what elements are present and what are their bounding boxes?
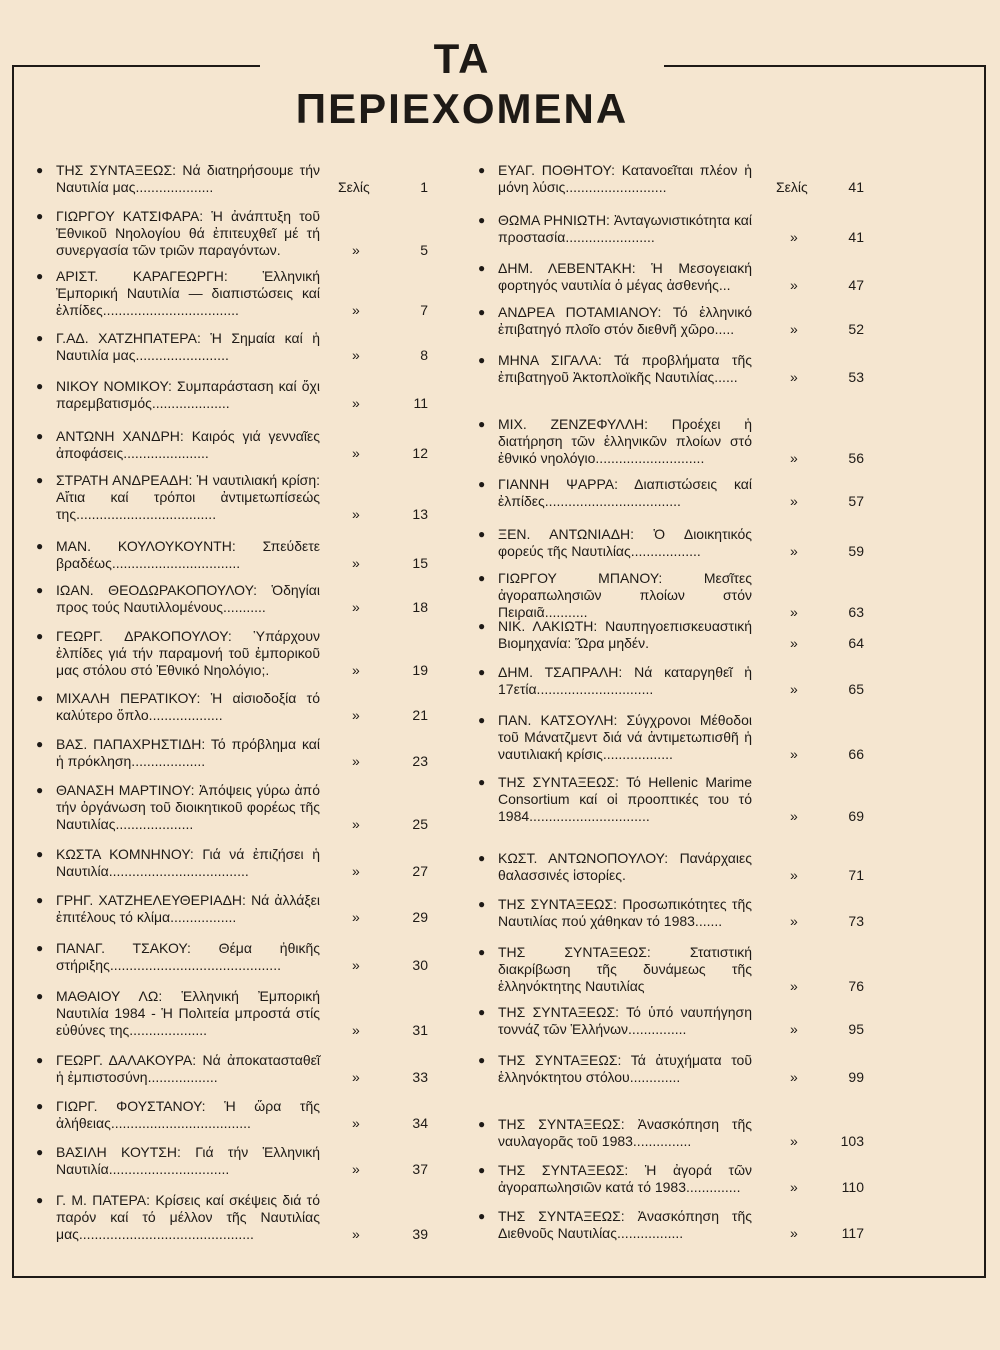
- toc-entry[interactable]: [36, 846, 448, 880]
- entry-page: 56: [848, 450, 864, 466]
- entry-page: 71: [848, 867, 864, 883]
- ditto-mark: »: [790, 493, 798, 509]
- bullet-icon: ●: [36, 691, 44, 705]
- toc-entry[interactable]: [36, 690, 448, 724]
- ditto-mark: »: [352, 753, 360, 769]
- entry-page: 7: [420, 302, 428, 318]
- ditto-mark: »: [790, 1133, 798, 1149]
- entry-text: ΝΙΚΟΥ ΝΟΜΙΚΟΥ: Συμπαράσταση καί ὄχι παρεμβατισμός....................: [56, 378, 320, 411]
- entry-text: ΤΗΣ ΣΥΝΤΑΞΕΩΣ: Ἀνασκόπηση τῆς ναυλαγορᾶς τοῦ 1983...............: [498, 1116, 752, 1149]
- bullet-icon: ●: [478, 1209, 486, 1223]
- ditto-mark: »: [352, 1069, 360, 1085]
- bullet-icon: ●: [36, 783, 44, 797]
- bullet-icon: ●: [478, 665, 486, 679]
- toc-entry[interactable]: [478, 1208, 878, 1242]
- toc-entry[interactable]: [36, 736, 448, 770]
- bullet-icon: ●: [478, 1163, 486, 1177]
- bullet-icon: ●: [36, 737, 44, 751]
- entry-text: ΤΗΣ ΣΥΝΤΑΞΕΩΣ: Ἡ ἀγορά τῶν ἀγοραπωλησιῶν κατά τό 1983..............: [498, 1162, 752, 1195]
- entry-text: ΔΗΜ. ΛΕΒΕΝΤΑΚΗ: Ἡ Μεσογειακή φορτηγός ναυτιλία ὁ μέγας ἀσθενής...: [498, 260, 752, 293]
- entry-text: ΓΙΩΡΓΟΥ ΜΠΑΝΟΥ: Μεσῖτες ἀγοραπωλησιῶν πλοίων στόν Πειραιᾶ...........: [498, 570, 752, 620]
- entry-page: 18: [412, 599, 428, 615]
- entry-text: ΑΝΤΩΝΗ ΧΑΝΔΡΗ: Καιρός γιά γενναῖες ἀποφάσεις......................: [56, 428, 320, 461]
- bullet-icon: ●: [36, 331, 44, 345]
- toc-entry[interactable]: [36, 782, 448, 833]
- page-title: ΤΑ ΠΕΡΙΕΧΟΜΕΝΑ: [295, 35, 629, 132]
- ditto-mark: »: [790, 1225, 798, 1241]
- ditto-mark: »: [352, 599, 360, 615]
- entry-page: 52: [848, 321, 864, 337]
- bullet-icon: ●: [478, 527, 486, 541]
- toc-entry[interactable]: [36, 162, 448, 196]
- toc-entry[interactable]: [478, 352, 878, 386]
- bullet-icon: ●: [36, 473, 44, 487]
- ditto-mark: »: [352, 302, 360, 318]
- entry-page: 21: [412, 707, 428, 723]
- entry-page: 13: [412, 506, 428, 522]
- entry-text: ΓΡΗΓ. ΧΑΤΖΗΕΛΕΥΘΕΡΙΑΔΗ: Νά ἀλλάξει ἐπιτέλους τό κλίμα.................: [56, 892, 320, 925]
- entry-text: ΜΑΘΑΙΟΥ ΛΩ: Ἑλληνική Ἐμπορική Ναυτιλία 1984 - Ἡ Πολιτεία μπροστά στίς εὐθύνες της....................: [56, 988, 320, 1038]
- ditto-mark: »: [790, 321, 798, 337]
- ditto-mark: »: [352, 662, 360, 678]
- entry-page: 33: [412, 1069, 428, 1085]
- entry-text: ΤΗΣ ΣΥΝΤΑΞΕΩΣ: Τά ἀτυχήματα τοῦ ἑλληνόκτητου στόλου.............: [498, 1052, 752, 1085]
- bullet-icon: ●: [36, 847, 44, 861]
- bullet-icon: ●: [36, 583, 44, 597]
- entry-text: ΠΑΝ. ΚΑΤΣΟΥΛΗ: Σύγχρονοι Μέθοδοι τοῦ Μάνατζμεντ διά νά ἀντιμετωπισθῆ ἡ ναυτιλιακή κρίσις..................: [498, 712, 752, 762]
- bullet-icon: ●: [478, 713, 486, 727]
- bullet-icon: ●: [36, 629, 44, 643]
- entry-text: ΚΩΣΤΑ ΚΟΜΝΗΝΟΥ: Γιά νά ἐπιζήσει ἡ Ναυτιλία....................................: [56, 846, 320, 879]
- ditto-mark: »: [352, 863, 360, 879]
- toc-entry[interactable]: [36, 628, 448, 679]
- toc-entry[interactable]: [36, 1052, 448, 1086]
- ditto-mark: »: [352, 1022, 360, 1038]
- ditto-mark: »: [352, 1115, 360, 1131]
- entry-page: 8: [420, 347, 428, 363]
- bullet-icon: ●: [478, 477, 486, 491]
- entry-text: ΤΗΣ ΣΥΝΤΑΞΕΩΣ: Τό ὑπό ναυπήγηση τοννάζ τῶν Ἑλλήνων...............: [498, 1004, 752, 1037]
- toc-entry[interactable]: [36, 378, 448, 412]
- entry-text: ΜΗΝΑ ΣΙΓΑΛΑ: Τά προβλήματα τῆς ἐπιβατηγοῦ Ἀκτοπλοϊκῆς Ναυτιλίας......: [498, 352, 752, 385]
- ditto-mark: »: [790, 604, 798, 620]
- bullet-icon: ●: [36, 429, 44, 443]
- toc-entry[interactable]: [478, 896, 878, 930]
- entry-page: 110: [841, 1179, 864, 1195]
- bullet-icon: ●: [478, 305, 486, 319]
- ditto-mark: »: [790, 1021, 798, 1037]
- ditto-mark: »: [790, 1069, 798, 1085]
- toc-entry[interactable]: [478, 1116, 878, 1150]
- bullet-icon: ●: [36, 893, 44, 907]
- entry-page: 47: [848, 277, 864, 293]
- entry-text: ΞΕΝ. ΑΝΤΩΝΙΑΔΗ: Ὁ Διοικητικός φορεύς τῆς Ναυτιλίας..................: [498, 526, 752, 559]
- bullet-icon: ●: [36, 163, 44, 177]
- ditto-mark: »: [352, 506, 360, 522]
- entry-page: 95: [848, 1021, 864, 1037]
- bullet-icon: ●: [36, 379, 44, 393]
- entry-text: ΓΕΩΡΓ. ΔΡΑΚΟΠΟΥΛΟΥ: Ὑπάρχουν ἐλπίδες γιά τήν παραμονή τοῦ ἐμπορικοῦ μας στόλου στό Ἐθνικό Νηολόγιο;.: [56, 628, 320, 678]
- entry-text: ΙΩΑΝ. ΘΕΟΔΩΡΑΚΟΠΟΥΛΟΥ: Ὁδηγίαι προς τούς Ναυτιλλομένους...........: [56, 582, 320, 615]
- toc-entry[interactable]: [36, 1098, 448, 1132]
- ditto-mark: »: [790, 369, 798, 385]
- entry-text: ΓΕΩΡΓ. ΔΑΛΑΚΟΥΡΑ: Νά ἀποκατασταθεῖ ἡ ἐμπιστοσύνη..................: [56, 1052, 320, 1085]
- bullet-icon: ●: [478, 353, 486, 367]
- entry-page: 103: [840, 1133, 864, 1149]
- ditto-mark: »: [352, 1226, 360, 1242]
- bullet-icon: ●: [36, 269, 44, 283]
- toc-entry[interactable]: [478, 476, 878, 510]
- entry-page: 73: [848, 913, 864, 929]
- entry-text: ΜΑΝ. ΚΟΥΛΟΥΚΟΥΝΤΗ: Σπεύδετε βραδέως.................................: [56, 538, 320, 571]
- bullet-icon: ●: [478, 163, 486, 177]
- toc-entry[interactable]: [36, 472, 448, 523]
- ditto-mark: »: [790, 450, 798, 466]
- entry-text: ΘΩΜΑ ΡΗΝΙΩΤΗ: Ἀνταγωνιστικότητα καί προστασία.......................: [498, 212, 752, 245]
- entry-text: ΤΗΣ ΣΥΝΤΑΞΕΩΣ: Προσωπικότητες τῆς Ναυτιλίας πού χάθηκαν τό 1983.......: [498, 896, 752, 929]
- bullet-icon: ●: [478, 775, 486, 789]
- ditto-mark: »: [790, 808, 798, 824]
- ditto-mark: »: [790, 746, 798, 762]
- toc-entry[interactable]: [36, 1144, 448, 1178]
- bullet-icon: ●: [478, 897, 486, 911]
- toc-entry[interactable]: [478, 260, 878, 294]
- ditto-mark: »: [790, 277, 798, 293]
- entry-page: 63: [848, 604, 864, 620]
- toc-entry[interactable]: [478, 1052, 878, 1086]
- toc-entry[interactable]: [478, 1004, 878, 1038]
- toc-entry[interactable]: [36, 268, 448, 319]
- bullet-icon: ●: [478, 619, 486, 633]
- entry-text: ΝΙΚ. ΛΑΚΙΩΤΗ: Ναυπηγοεπισκευαστική Βιομηχανία: Ὥρα μηδέν.: [498, 618, 752, 651]
- ditto-mark: »: [352, 555, 360, 571]
- ditto-mark: »: [352, 242, 360, 258]
- bullet-icon: ●: [36, 209, 44, 223]
- ditto-mark: »: [790, 978, 798, 994]
- bullet-icon: ●: [36, 989, 44, 1003]
- toc-entry[interactable]: [478, 618, 878, 652]
- toc-entry[interactable]: [478, 850, 878, 884]
- entry-page: 64: [848, 635, 864, 651]
- entry-page: 5: [420, 242, 428, 258]
- ditto-mark: »: [790, 543, 798, 559]
- bullet-icon: ●: [478, 1005, 486, 1019]
- entry-page: 39: [412, 1226, 428, 1242]
- entry-text: ΓΙΩΡΓ. ΦΟΥΣΤΑΝΟΥ: Ἡ ὥρα τῆς ἀλήθειας....................................: [56, 1098, 320, 1131]
- bullet-icon: ●: [478, 851, 486, 865]
- toc-entry[interactable]: [36, 1192, 448, 1243]
- ditto-mark: »: [790, 635, 798, 651]
- bullet-icon: ●: [36, 539, 44, 553]
- entry-text: ΣΤΡΑΤΗ ΑΝΔΡΕΑΔΗ: Ἡ ναυτιλιακή κρίση: Αἴτια καί τρόποι ἀντιμετωπίσεώς της....................................: [56, 472, 320, 522]
- toc-entry[interactable]: [478, 1162, 878, 1196]
- toc-entry[interactable]: [36, 538, 448, 572]
- bullet-icon: ●: [36, 1053, 44, 1067]
- bullet-icon: ●: [478, 261, 486, 275]
- ditto-mark: »: [790, 867, 798, 883]
- page-word: Σελίς: [776, 179, 808, 195]
- entry-page: 1: [420, 179, 428, 195]
- bullet-icon: ●: [478, 213, 486, 227]
- toc-entry[interactable]: [478, 664, 878, 698]
- entry-page: 41: [848, 229, 864, 245]
- ditto-mark: »: [790, 681, 798, 697]
- ditto-mark: »: [790, 913, 798, 929]
- entry-page: 25: [412, 816, 428, 832]
- entry-text: ΜΙΧΑΛΗ ΠΕΡΑΤΙΚΟΥ: Ἡ αἰσιοδοξία τό καλύτερο ὅπλο...................: [56, 690, 320, 723]
- page-word: Σελίς: [338, 179, 370, 195]
- entry-text: ΕΥΑΓ. ΠΟΘΗΤΟΥ: Κατανοεῖται πλέον ἡ μόνη λύσις..........................: [498, 162, 752, 195]
- toc-entry[interactable]: [36, 988, 448, 1039]
- toc-entry[interactable]: [478, 774, 878, 825]
- toc-entry[interactable]: [36, 208, 448, 259]
- entry-text: Γ. Μ. ΠΑΤΕΡΑ: Κρίσεις καί σκέψεις διά τό παρόν καί τό μέλλον τῆς Ναυτιλίας μας.............................................: [56, 1192, 320, 1242]
- bullet-icon: ●: [36, 941, 44, 955]
- entry-page: 65: [848, 681, 864, 697]
- entry-page: 27: [412, 863, 428, 879]
- entry-page: 37: [412, 1161, 428, 1177]
- toc-entry[interactable]: [36, 330, 448, 364]
- bullet-icon: ●: [478, 417, 486, 431]
- entry-page: 117: [841, 1225, 864, 1241]
- toc-entry[interactable]: [478, 304, 878, 338]
- toc-entry[interactable]: [478, 944, 878, 995]
- bullet-icon: ●: [478, 571, 486, 585]
- entry-text: ΤΗΣ ΣΥΝΤΑΞΕΩΣ: Στατιστική διακρίβωση τῆς δυνάμεως τῆς ἑλληνόκτητης Ναυτιλίας: [498, 944, 752, 994]
- entry-page: 99: [848, 1069, 864, 1085]
- toc-entry[interactable]: [36, 892, 448, 926]
- ditto-mark: »: [352, 707, 360, 723]
- ditto-mark: »: [352, 909, 360, 925]
- bullet-icon: ●: [478, 945, 486, 959]
- toc-entry[interactable]: [478, 526, 878, 560]
- toc-entry[interactable]: [36, 428, 448, 462]
- toc-entry[interactable]: [478, 712, 878, 763]
- entry-text: ΑΝΔΡΕΑ ΠΟΤΑΜΙΑΝΟΥ: Τό ἑλληνικό ἐπιβατηγό πλοῖο στόν διεθνῆ χῶρο.....: [498, 304, 752, 337]
- entry-page: 30: [412, 957, 428, 973]
- ditto-mark: »: [352, 957, 360, 973]
- entry-page: 59: [848, 543, 864, 559]
- entry-text: ΘΑΝΑΣΗ ΜΑΡΤΙΝΟΥ: Ἀπόψεις γύρω ἀπό τήν ὀργάνωση τοῦ διοικητικοῦ φορέως τῆς Ναυτιλίας....................: [56, 782, 320, 832]
- entry-text: ΜΙΧ. ΖΕΝΖΕΦΥΛΛΗ: Προέχει ἡ διατήρηση τῶν ἑλληνικῶν πλοίων στό ἐθνικό νηολόγιο............................: [498, 416, 752, 466]
- entry-text: ΤΗΣ ΣΥΝΤΑΞΕΩΣ: Νά διατηρήσουμε τήν Ναυτιλία μας....................: [56, 162, 320, 195]
- entry-page: 11: [413, 395, 428, 411]
- entry-text: ΤΗΣ ΣΥΝΤΑΞΕΩΣ: Ἀνασκόπηση τῆς Διεθνοῦς Ναυτιλίας.................: [498, 1208, 752, 1241]
- ditto-mark: »: [790, 229, 798, 245]
- entry-page: 69: [848, 808, 864, 824]
- entry-page: 19: [412, 662, 428, 678]
- ditto-mark: »: [352, 445, 360, 461]
- ditto-mark: »: [790, 1179, 798, 1195]
- entry-page: 53: [848, 369, 864, 385]
- entry-page: 34: [412, 1115, 428, 1131]
- entry-page: 31: [412, 1022, 428, 1038]
- ditto-mark: »: [352, 395, 360, 411]
- entry-page: 76: [848, 978, 864, 994]
- bullet-icon: ●: [36, 1193, 44, 1207]
- bullet-icon: ●: [36, 1145, 44, 1159]
- toc-entry[interactable]: [36, 582, 448, 616]
- bullet-icon: ●: [478, 1117, 486, 1131]
- toc-entry[interactable]: [478, 570, 878, 621]
- entry-text: ΠΑΝΑΓ. ΤΣΑΚΟΥ: Θέμα ἠθικῆς στήριξης............................................: [56, 940, 320, 973]
- toc-entry[interactable]: [36, 940, 448, 974]
- toc-entry[interactable]: [478, 162, 878, 196]
- entry-text: ΑΡΙΣΤ. ΚΑΡΑΓΕΩΡΓΗ: Ἑλληνική Ἐμπορική Ναυτιλία — διαπιστώσεις καί ἐλπίδες...................................: [56, 268, 320, 318]
- entry-text: Γ.ΑΔ. ΧΑΤΖΗΠΑΤΕΡΑ: Ἡ Σημαία καί ἡ Ναυτιλία μας........................: [56, 330, 320, 363]
- toc-entry[interactable]: [478, 212, 878, 246]
- entry-text: ΔΗΜ. ΤΣΑΠΡΑΛΗ: Νά καταργηθεῖ ἡ 17ετία..............................: [498, 664, 752, 697]
- entry-text: ΤΗΣ ΣΥΝΤΑΞΕΩΣ: Τό Hellenic Marime Consortium καί οἱ προοπτικές του τό 1984...............................: [498, 774, 752, 824]
- entry-page: 23: [412, 753, 428, 769]
- toc-entry[interactable]: [478, 416, 878, 467]
- ditto-mark: »: [352, 816, 360, 832]
- entry-page: 15: [412, 555, 428, 571]
- entry-text: ΓΙΑΝΝΗ ΨΑΡΡΑ: Διαπιστώσεις καί ἐλπίδες...................................: [498, 476, 752, 509]
- entry-text: ΒΑΣΙΛΗ ΚΟΥΤΣΗ: Γιά τήν Ἑλληνική Ναυτιλία...............................: [56, 1144, 320, 1177]
- entry-page: 57: [848, 493, 864, 509]
- bullet-icon: ●: [36, 1099, 44, 1113]
- entry-page: 41: [848, 179, 864, 195]
- entry-page: 66: [848, 746, 864, 762]
- entry-text: ΚΩΣΤ. ΑΝΤΩΝΟΠΟΥΛΟΥ: Πανάρχαιες θαλασσινές ἱστορίες.: [498, 850, 752, 883]
- bullet-icon: ●: [478, 1053, 486, 1067]
- ditto-mark: »: [352, 1161, 360, 1177]
- ditto-mark: »: [352, 347, 360, 363]
- entry-text: ΒΑΣ. ΠΑΠΑΧΡΗΣΤΙΔΗ: Τό πρόβλημα καί ἡ πρόκληση...................: [56, 736, 320, 769]
- entry-page: 12: [412, 445, 428, 461]
- entry-page: 29: [412, 909, 428, 925]
- entry-text: ΓΙΩΡΓΟΥ ΚΑΤΣΙΦΑΡΑ: Ἡ ἀνάπτυξη τοῦ Ἐθνικοῦ Νηολογίου θά ἐπιτευχθεῖ μέ τή συνεργασία τῶν τριῶν παραγόντων.: [56, 208, 320, 258]
